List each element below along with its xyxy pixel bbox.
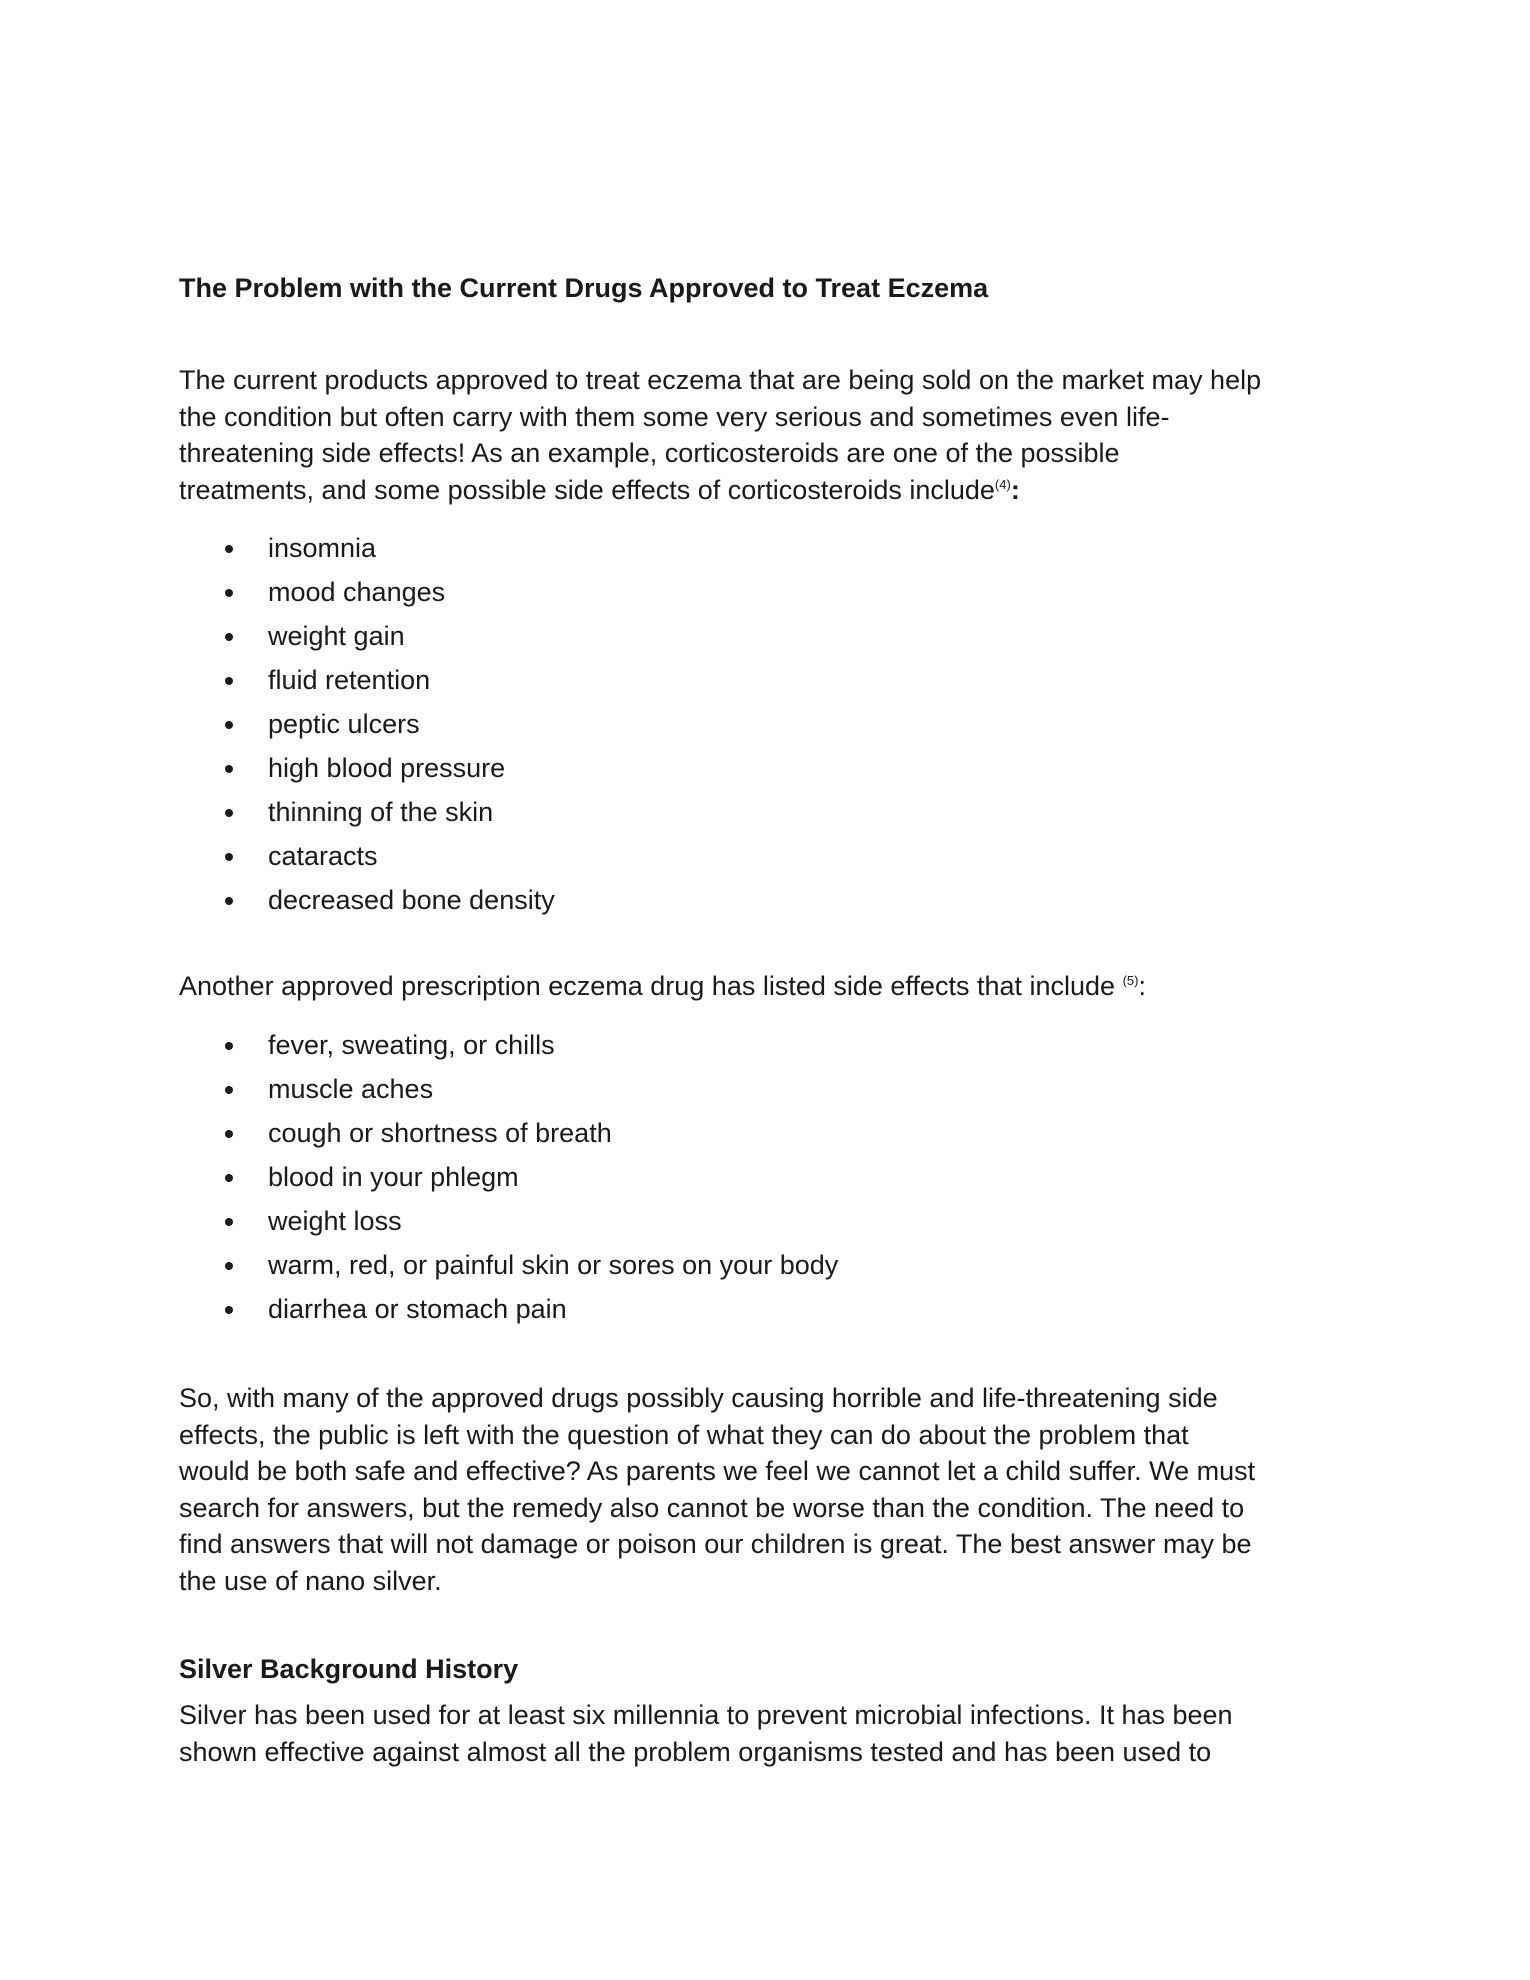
bullet-icon — [225, 1306, 233, 1314]
colon: : — [1138, 971, 1146, 1001]
list-item-text: mood changes — [268, 577, 446, 607]
paragraph-line — [179, 472, 1359, 509]
list-item — [179, 1289, 838, 1333]
list-item-text: diarrhea or stomach pain — [268, 1294, 567, 1324]
paragraph-line: Silver has been used for at least six millennia to prevent microbial infections. It has been — [179, 1700, 1233, 1730]
list-item-text: thinning of the skin — [268, 797, 494, 827]
list-item-text: warm, red, or painful skin or sores on your body — [268, 1250, 839, 1280]
bullet-icon — [225, 677, 233, 685]
list-item-text: weight loss — [268, 1206, 402, 1236]
bullet-icon — [225, 721, 233, 729]
section-heading-drug-problem: The Problem with the Current Drugs Approved to Treat Eczema — [179, 273, 989, 303]
paragraph-line: search for answers, but the remedy also cannot be worse than the condition. The need to — [179, 1492, 1245, 1523]
paragraph-line: The current products approved to treat eczema that are being sold on the market may help — [179, 365, 1262, 395]
list-item — [179, 1201, 838, 1245]
list-item — [179, 1069, 838, 1113]
paragraph-line: effects, the public is left with the question of what they can do about the problem that — [179, 1419, 1189, 1450]
list-item — [179, 748, 555, 792]
bullet-icon — [225, 897, 233, 905]
list-item — [179, 704, 555, 748]
list-item — [179, 660, 555, 704]
list-item-text: weight gain — [268, 621, 405, 651]
prescription-drug-side-effects-list — [179, 1025, 838, 1333]
bullet-icon — [225, 1218, 233, 1226]
paragraph-silver-history — [179, 1697, 1359, 1770]
citation-marker: (4) — [994, 476, 1011, 492]
list-item — [179, 1157, 838, 1201]
paragraph-line: would be both safe and effective? As parents we feel we cannot let a child suffer. We must — [179, 1456, 1256, 1486]
paragraph-line-text: treatments, and some possible side effects of corticosteroids include — [179, 474, 995, 505]
paragraph-another-drug — [179, 968, 1359, 1005]
bullet-icon — [225, 1130, 233, 1138]
bullet-icon — [225, 1042, 233, 1050]
paragraph-line: So, with many of the approved drugs possibly causing horrible and life-threatening side — [179, 1383, 1218, 1413]
paragraph-line: the condition but often carry with them some very serious and sometimes even life- — [179, 401, 1170, 432]
bullet-icon — [225, 1174, 233, 1182]
list-item-text: fluid retention — [268, 665, 431, 695]
paragraph-line: shown effective against almost all the problem organisms tested and has been used to — [179, 1736, 1212, 1767]
list-item-text: fever, sweating, or chills — [268, 1030, 555, 1060]
bullet-icon — [225, 765, 233, 773]
list-item — [179, 572, 555, 616]
list-item — [179, 1113, 838, 1157]
bullet-icon — [225, 589, 233, 597]
list-item-text: cataracts — [268, 841, 378, 871]
colon: : — [1010, 474, 1020, 505]
section-heading-silver-history: Silver Background History — [179, 1654, 519, 1684]
paragraph-text: Another approved prescription eczema drug has listed side effects that include — [179, 971, 1123, 1001]
list-item — [179, 1245, 838, 1289]
list-item — [179, 1025, 838, 1069]
list-item-text: muscle aches — [268, 1074, 434, 1104]
bullet-icon — [225, 545, 233, 553]
list-item — [179, 616, 555, 660]
list-item — [179, 792, 555, 836]
bullet-icon — [225, 1262, 233, 1270]
paragraph-conclusion — [179, 1380, 1359, 1599]
list-item-text: cough or shortness of breath — [268, 1118, 612, 1148]
paragraph-line: the use of nano silver. — [179, 1565, 442, 1596]
list-item — [179, 836, 555, 880]
list-item-text: blood in your phlegm — [268, 1162, 519, 1192]
list-item — [179, 528, 555, 572]
list-item-text: decreased bone density — [268, 885, 555, 915]
paragraph-line: find answers that will not damage or poison our children is great. The best answer may be — [179, 1529, 1252, 1559]
paragraph-line: threatening side effects! As an example, corticosteroids are one of the possible — [179, 438, 1120, 468]
list-item-text: insomnia — [268, 533, 377, 563]
bullet-icon — [225, 633, 233, 641]
paragraph-corticosteroids — [179, 362, 1359, 508]
list-item-text: high blood pressure — [268, 753, 506, 783]
citation-marker: (5) — [1122, 973, 1139, 988]
bullet-icon — [225, 1086, 233, 1094]
bullet-icon — [225, 853, 233, 861]
list-item — [179, 880, 555, 924]
bullet-icon — [225, 809, 233, 817]
corticosteroid-side-effects-list — [179, 528, 555, 924]
list-item-text: peptic ulcers — [268, 709, 420, 739]
